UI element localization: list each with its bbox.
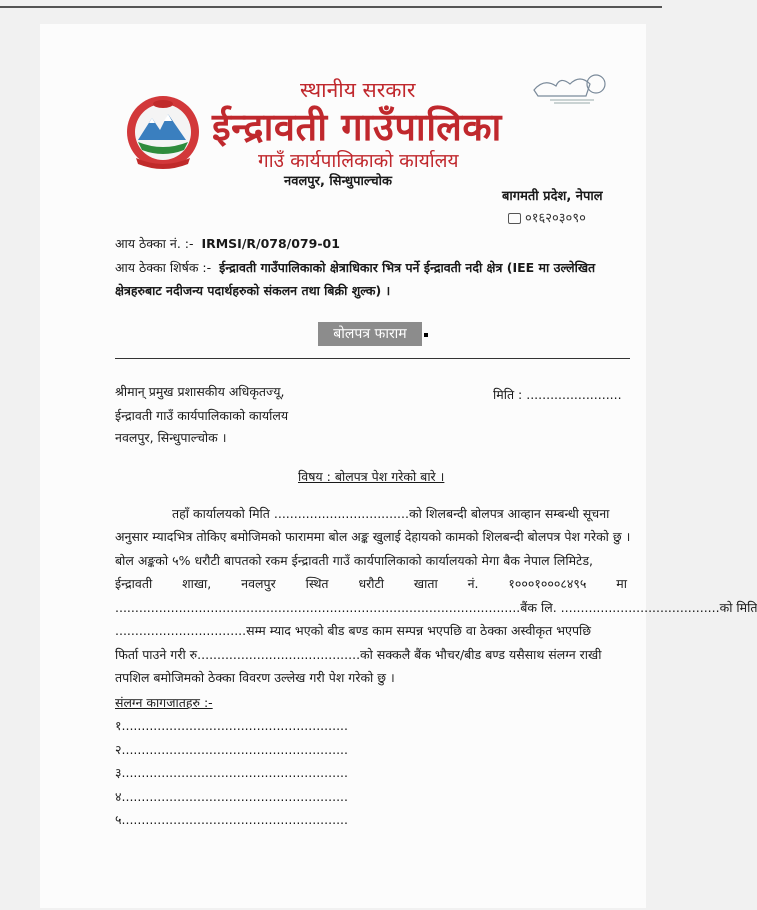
phone-value: ०१६२०३०९० [525,211,586,226]
l4-word: खाता [413,576,438,591]
l4-word: शाखा, [182,576,212,591]
body-line-5: ......................................................................................................बैंक लि. ........................................को मिति [115,600,757,615]
date-field[interactable]: मिति : ........................ [493,387,622,402]
tender-title-label: आय ठेक्का शिर्षक :- [115,260,212,275]
body-line-3: बोल अङ्कको ५% धरौटी बापतको रकम ईन्द्रावती गाउँ कार्यपालिकाको कार्यालयको मेगा बैक नेपाल लिमिटेड, [115,553,594,568]
attachment-item-2[interactable]: २......................................................... [115,742,348,757]
tender-title-continued: क्षेत्रहरुबाट नदीजन्य पदार्थहरुको संकलन तथा बिक्री शुल्क) । [115,283,391,298]
body-line-8: तपशिल बमोजिमको ठेक्का विवरण उल्लेख गरी पेश गरेको छु । [115,670,395,685]
office-address: नवलपुर, सिन्धुपाल्चोक [284,174,393,189]
body-line-6: .................................सम्म म्याद भएको बीड बण्ड काम सम्पन्न भएपछि वा ठेक्का अस्वीकृत भएपछि [115,623,592,638]
body-line-4 [115,576,627,592]
phone-icon [508,213,521,224]
attachment-item-3[interactable]: ३......................................................... [115,765,348,780]
addressee-line-1: श्रीमान् प्रमुख प्रशासकीय अधिकृतज्यू, [115,384,285,399]
addressee-line-2: ईन्द्रावती गाउँ कार्यपालिकाको कार्यालय [115,408,289,423]
office-name: गाउँ कार्यपालिकाको कार्यालय [258,150,459,172]
tender-number-line [115,236,340,252]
municipality-name: ईन्द्रावती गाउँपालिका [212,104,502,149]
province-label: बागमती प्रदेश, नेपाल [502,189,603,204]
attachment-item-4[interactable]: ४......................................................... [115,789,348,804]
body-line-7: फिर्ता पाउने गरी रु.........................................को सक्कलै बैंक भौचर/बीड बण्ड यसैसाथ संलग्न राखी [115,647,602,662]
banner-dot [424,333,428,337]
top-rule [0,6,662,8]
attachment-item-5[interactable]: ५......................................................... [115,812,348,827]
form-title-banner: बोलपत्र फाराम [318,322,422,346]
addressee-line-3: नवलपुर, सिन्धुपाल्चोक । [115,430,227,445]
local-government-heading: स्थानीय सरकार [300,78,416,102]
tender-title-line [115,260,595,276]
nepal-emblem-icon [124,92,202,172]
attachment-item-1[interactable]: १......................................................... [115,718,348,733]
phone-number [508,208,586,226]
l4-word: नवलपुर [241,576,276,591]
l4-word: मा [616,576,627,591]
subject-line: विषय : बोलपत्र पेश गरेको बारे । [298,469,445,484]
tender-title-text: ईन्द्रावती गाउँपालिकाको क्षेत्राधिकार भित्र पर्ने ईन्द्रावती नदी क्षेत्र (IEE मा उल्लेखित [219,260,596,275]
tender-number: IRMSI/R/078/079-01 [201,236,340,251]
l4-word: ईन्द्रावती [115,576,153,591]
stamp-logo-icon [530,72,610,106]
l4-word: स्थित [305,576,329,591]
l4-word: धरौटी [358,576,385,591]
attachments-heading: संलग्न कागजातहरु :- [115,695,213,710]
section-divider [115,358,630,359]
body-line-1: तहाँ कार्यालयको मिति ..................................को शिलबन्दी बोलपत्र आव्हान सम्बन्धी सूचना [172,506,610,521]
body-line-2: अनुसार म्यादभित्र तोकिए बमोजिमको फाराममा बोल अङ्क खुलाई देहायको कामको शिलबन्दी बोलपत्र पेश गरेको छु । [115,529,631,544]
account-number: १०००१०००८४९५ [508,576,587,591]
tender-number-label: आय ठेक्का नं. :- [115,236,194,251]
l4-word: नं. [467,576,479,591]
